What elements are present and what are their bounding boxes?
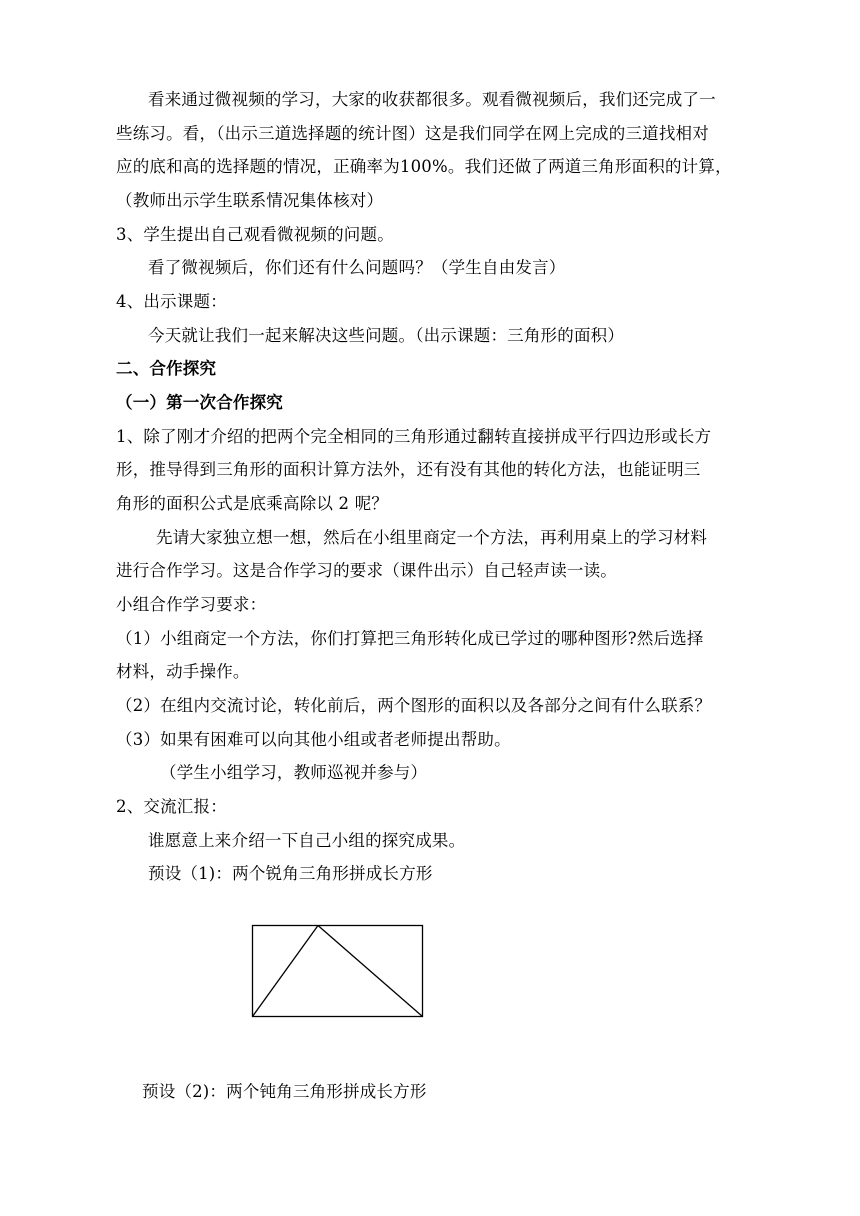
paragraph-line: （教师出示学生联系情况集体核对）	[116, 191, 384, 210]
list-item-4: 4、出示课题：	[116, 292, 227, 311]
paragraph-line: （学生小组学习，教师巡视并参与）	[160, 763, 428, 782]
rectangle-triangles-figure	[250, 923, 425, 1019]
paragraph-line: 1、除了刚才介绍的把两个完全相同的三角形通过翻转直接拼成平行四边形或长方	[116, 427, 712, 446]
section-heading: 二、合作探究	[116, 359, 217, 378]
subsection-heading: （一）第一次合作探究	[116, 393, 283, 412]
requirement-item: （1）小组商定一个方法，你们打算把三角形转化成已学过的哪种图形?然后选择	[116, 629, 704, 648]
preset-1-label: 预设（1)：两个锐角三角形拼成长方形	[148, 864, 433, 883]
triangle-edge-left	[253, 926, 319, 1017]
list-item-2: 2、交流汇报：	[116, 797, 227, 816]
requirement-item: （3）如果有困难可以向其他小组或者老师提出帮助。	[116, 730, 511, 749]
paragraph-line: 进行合作学习。这是合作学习的要求（课件出示）自己轻声读一读。	[116, 561, 617, 580]
requirement-item: （2）在组内交流讨论，转化前后，两个图形的面积以及各部分之间有什么联系？	[116, 696, 712, 715]
paragraph-line: 谁愿意上来介绍一下自己小组的探究成果。	[148, 831, 466, 850]
paragraph-line: 形，推导得到三角形的面积计算方法外，还有没有其他的转化方法，也能证明三	[116, 460, 701, 479]
preset-2-label: 预设（2)：两个钝角三角形拼成长方形	[142, 1082, 427, 1101]
paragraph-line: 看了微视频后，你们还有什么问题吗？（学生自由发言）	[148, 258, 566, 277]
paragraph-line: 看来通过微视频的学习，大家的收获都很多。观看微视频后，我们还完成了一	[148, 90, 716, 109]
triangle-edge-right	[318, 926, 423, 1017]
paragraph-line: 小组合作学习要求：	[116, 595, 267, 614]
list-item-3: 3、学生提出自己观看微视频的问题。	[116, 225, 394, 244]
paragraph-line: 先请大家独立想一想，然后在小组里商定一个方法，再利用桌上的学习材料	[156, 528, 708, 547]
rectangle-outline	[253, 926, 423, 1017]
paragraph-line: 角形的面积公式是底乘高除以 2 呢？	[116, 494, 389, 513]
paragraph-line: 应的底和高的选择题的情况，正确率为100%。我们还做了两道三角形面积的计算，	[116, 157, 732, 176]
paragraph-line: 材料，动手操作。	[116, 662, 250, 681]
paragraph-line: 今天就让我们一起来解决这些问题。（出示课题：三角形的面积）	[148, 326, 625, 345]
paragraph-line: 些练习。看，（出示三道选择题的统计图）这是我们同学在网上完成的三道找相对	[116, 124, 709, 143]
